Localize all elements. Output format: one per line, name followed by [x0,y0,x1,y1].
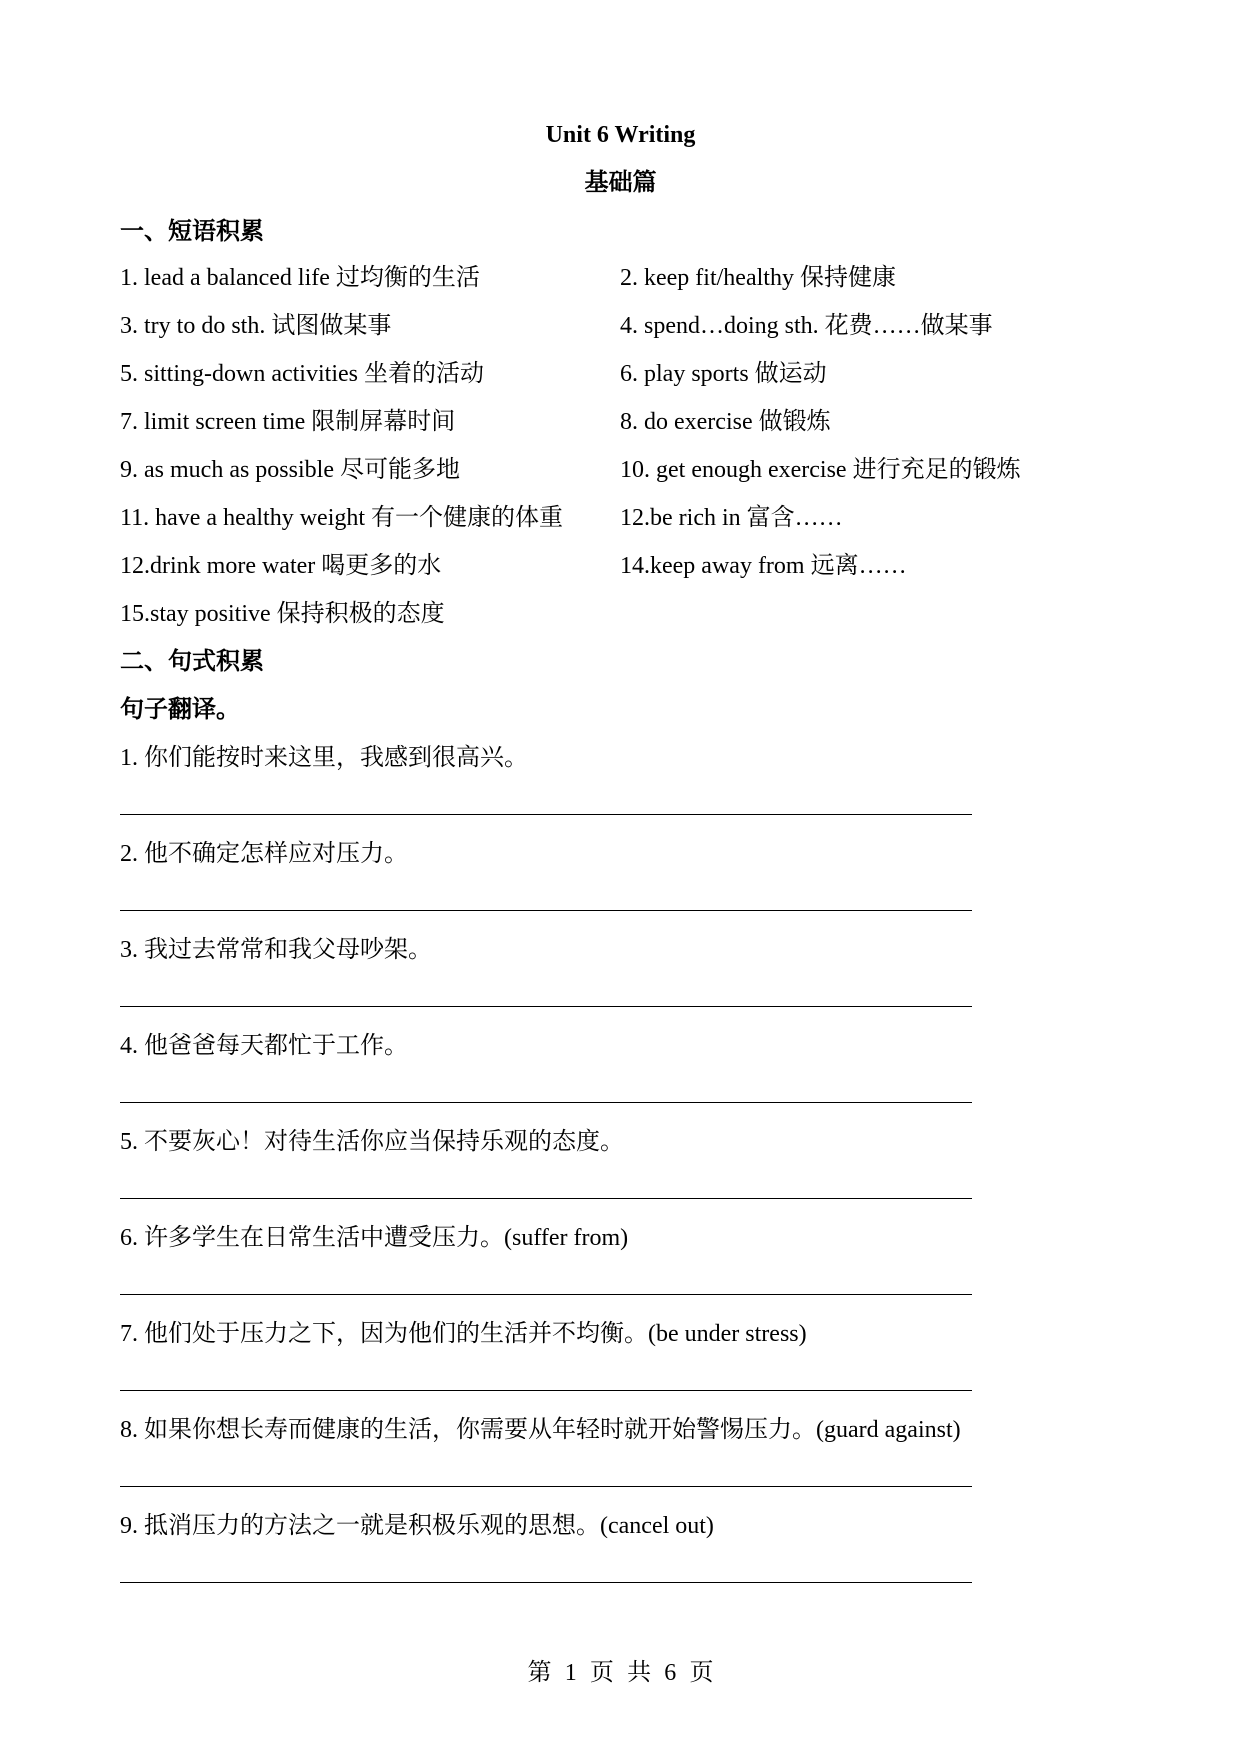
translation-question: 6. 许多学生在日常生活中遭受压力。(suffer from) [120,1225,629,1251]
instruction-heading: 句子翻译。 [120,697,240,723]
answer-line[interactable] [120,910,972,911]
phrase-item: 10. get enough exercise 进行充足的锻炼 [620,457,1021,483]
phrase-item: 3. try to do sth. 试图做某事 [120,313,392,339]
translation-question: 5. 不要灰心！对待生活你应当保持乐观的态度。 [120,1129,624,1155]
phrase-item: 14.keep away from 远离…… [620,553,907,579]
translation-question: 9. 抵消压力的方法之一就是积极乐观的思想。(cancel out) [120,1513,714,1539]
phrase-item: 5. sitting-down activities 坐着的活动 [120,361,484,387]
phrase-item: 9. as much as possible 尽可能多地 [120,457,460,483]
translation-question: 3. 我过去常常和我父母吵架。 [120,937,432,963]
phrase-item: 15.stay positive 保持积极的态度 [120,601,445,627]
answer-line[interactable] [120,1006,972,1007]
phrase-item: 6. play sports 做运动 [620,361,827,387]
section-heading-sentences: 二、句式积累 [120,649,264,675]
phrase-item: 2. keep fit/healthy 保持健康 [620,265,896,291]
answer-line[interactable] [120,1198,972,1199]
translation-question: 7. 他们处于压力之下，因为他们的生活并不均衡。(be under stress) [120,1321,807,1347]
phrase-item: 12.be rich in 富含…… [620,505,843,531]
translation-question: 4. 他爸爸每天都忙于工作。 [120,1033,408,1059]
phrase-item: 12.drink more water 喝更多的水 [120,553,442,579]
answer-line[interactable] [120,1390,972,1391]
translation-question: 2. 他不确定怎样应对压力。 [120,841,408,867]
phrase-item: 4. spend…doing sth. 花费……做某事 [620,313,993,339]
answer-line[interactable] [120,1294,972,1295]
answer-line[interactable] [120,1102,972,1103]
phrase-item: 8. do exercise 做锻炼 [620,409,831,435]
document-subtitle: 基础篇 [584,170,657,196]
answer-line[interactable] [120,1486,972,1487]
answer-line[interactable] [120,1582,972,1583]
page-footer: 第 1 页 共 6 页 [527,1660,714,1686]
document-title: Unit 6 Writing [545,122,696,148]
translation-question: 1. 你们能按时来这里，我感到很高兴。 [120,745,528,771]
translation-question: 8. 如果你想长寿而健康的生活，你需要从年轻时就开始警惕压力。(guard against) [120,1417,961,1443]
answer-line[interactable] [120,814,972,815]
phrase-item: 1. lead a balanced life 过均衡的生活 [120,265,480,291]
section-heading-phrases: 一、短语积累 [120,219,264,245]
phrase-item: 11. have a healthy weight 有一个健康的体重 [120,505,564,531]
phrase-item: 7. limit screen time 限制屏幕时间 [120,409,456,435]
